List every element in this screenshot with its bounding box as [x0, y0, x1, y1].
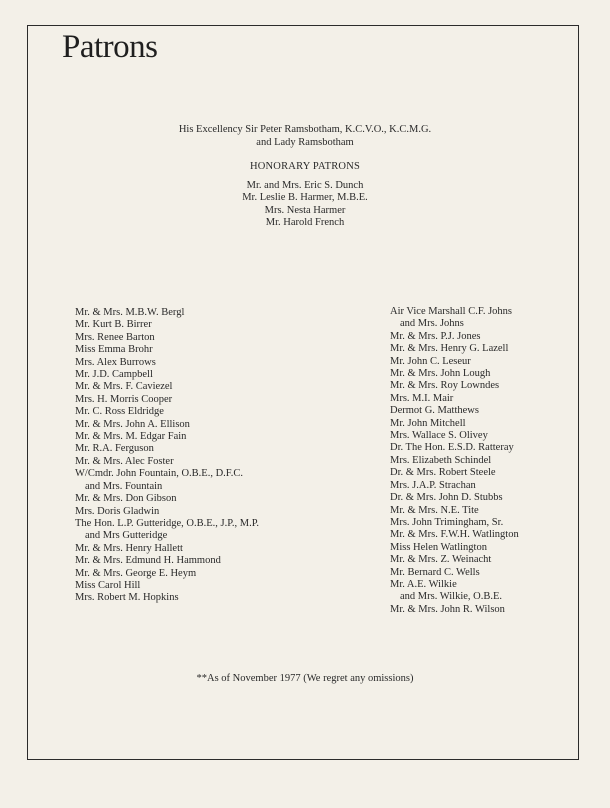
- dignitary-line-2: and Lady Ramsbotham: [256, 136, 354, 148]
- patron-name: Mrs. H. Morris Cooper: [75, 393, 173, 405]
- patron-name-continued: and Mrs. Johns: [400, 318, 464, 330]
- patron-name-continued: and Mrs. Wilkie, O.B.E.: [400, 591, 503, 603]
- patron-name: Mr. & Mrs. N.E. Tite: [390, 504, 479, 516]
- patron-name: Mr. & Mrs. Henry Hallett: [75, 542, 183, 554]
- honorary-patron-name: Mr. Leslie B. Harmer, M.B.E.: [242, 192, 368, 203]
- patron-name: Mr. & Mrs. John R. Wilson: [390, 603, 505, 615]
- honorary-patron-name: Mrs. Nesta Harmer: [264, 204, 346, 216]
- honorary-patrons-heading: HONORARY PATRONS: [249, 161, 361, 172]
- honorary-patrons-block: [0, 161, 610, 230]
- patron-name-continued: and Mrs. Fountain: [85, 480, 163, 492]
- patron-name: Mr. & Mrs. F. Caviezel: [75, 381, 173, 393]
- patron-name: Mr. Bernard C. Wells: [390, 566, 480, 578]
- patron-name: Mr. & Mrs. M.B.W. Bergl: [75, 307, 185, 318]
- patron-name: Mr. & Mrs. Z. Weinacht: [390, 554, 492, 566]
- patron-name: Dermot G. Matthews: [390, 405, 479, 417]
- patron-name: Mrs. Doris Gladwin: [75, 505, 160, 517]
- patron-name: Mrs. Wallace S. Olivey: [390, 430, 488, 442]
- patron-name: Mr. A.E. Wilkie: [390, 578, 457, 590]
- patron-name: Air Vice Marshall C.F. Johns: [390, 306, 512, 317]
- patron-name: Dr. & Mrs. Robert Steele: [390, 467, 496, 479]
- patron-name: Mr. R.A. Ferguson: [75, 443, 154, 455]
- footnote: **As of November 1977 (We regret any omissions): [196, 673, 414, 684]
- patron-name: Mrs. John Trimingham, Sr.: [390, 516, 504, 528]
- dignitary-line-1: His Excellency Sir Peter Ramsbotham, K.C.V.O., K.C.M.G.: [178, 124, 432, 135]
- patrons-list-left: [75, 307, 259, 605]
- patron-name: Dr. The Hon. E.S.D. Ratteray: [390, 442, 514, 454]
- patron-name: Mr. J.D. Campbell: [75, 369, 153, 381]
- patron-name: Mr. & Mrs. Alec Foster: [75, 455, 174, 467]
- patron-name: Mr. & Mrs. Roy Lowndes: [390, 380, 500, 392]
- patron-name: Mr. & Mrs. John Lough: [390, 368, 491, 380]
- patron-name: Mr. & Mrs. Henry G. Lazell: [390, 343, 509, 355]
- patron-name: Mr. C. Ross Eldridge: [75, 406, 164, 418]
- patron-name: Mrs. J.A.P. Strachan: [390, 479, 476, 491]
- patron-name: Dr. & Mrs. John D. Stubbs: [390, 492, 503, 504]
- patron-name: Mr. & Mrs. F.W.H. Watlington: [390, 529, 519, 541]
- patron-name: Miss Carol Hill: [75, 579, 141, 591]
- patron-name: Mr. John Mitchell: [390, 417, 466, 429]
- patron-name: Mr. Kurt B. Birrer: [75, 319, 152, 331]
- patron-name: Mrs. Elizabeth Schindel: [390, 454, 492, 466]
- honorary-patron-name: Mr. Harold French: [265, 217, 345, 228]
- patron-name: Mr. & Mrs. M. Edgar Fain: [75, 431, 187, 443]
- patron-name: Miss Helen Watlington: [390, 541, 487, 553]
- page-title: Patrons: [62, 29, 158, 65]
- patron-name: Mr. & Mrs. George E. Heym: [75, 567, 197, 579]
- patron-name: Mr. & Mrs. John A. Ellison: [75, 418, 190, 430]
- patron-name: The Hon. L.P. Gutteridge, O.B.E., J.P., M.P.: [75, 517, 260, 529]
- patron-name: Mrs. Renee Barton: [75, 331, 155, 343]
- patron-name: Mr. & Mrs. Edmund H. Hammond: [75, 555, 221, 567]
- patron-name: Mrs. M.I. Mair: [390, 392, 454, 404]
- patron-name: Mrs. Robert M. Hopkins: [75, 592, 179, 604]
- dignitary-block: [0, 124, 610, 149]
- patron-name: Mr. & Mrs. P.J. Jones: [390, 330, 481, 342]
- honorary-patron-name: Mr. and Mrs. Eric S. Dunch: [246, 179, 364, 191]
- patron-name: Mr. & Mrs. Don Gibson: [75, 493, 177, 505]
- patron-name: Mrs. Alex Burrows: [75, 356, 156, 368]
- patrons-list-right: [390, 306, 519, 616]
- patron-name: Mr. John C. Leseur: [390, 355, 471, 367]
- patron-name: W/Cmdr. John Fountain, O.B.E., D.F.C.: [75, 468, 244, 480]
- patron-name: Miss Emma Brohr: [75, 344, 153, 356]
- patron-name-continued: and Mrs Gutteridge: [85, 530, 168, 542]
